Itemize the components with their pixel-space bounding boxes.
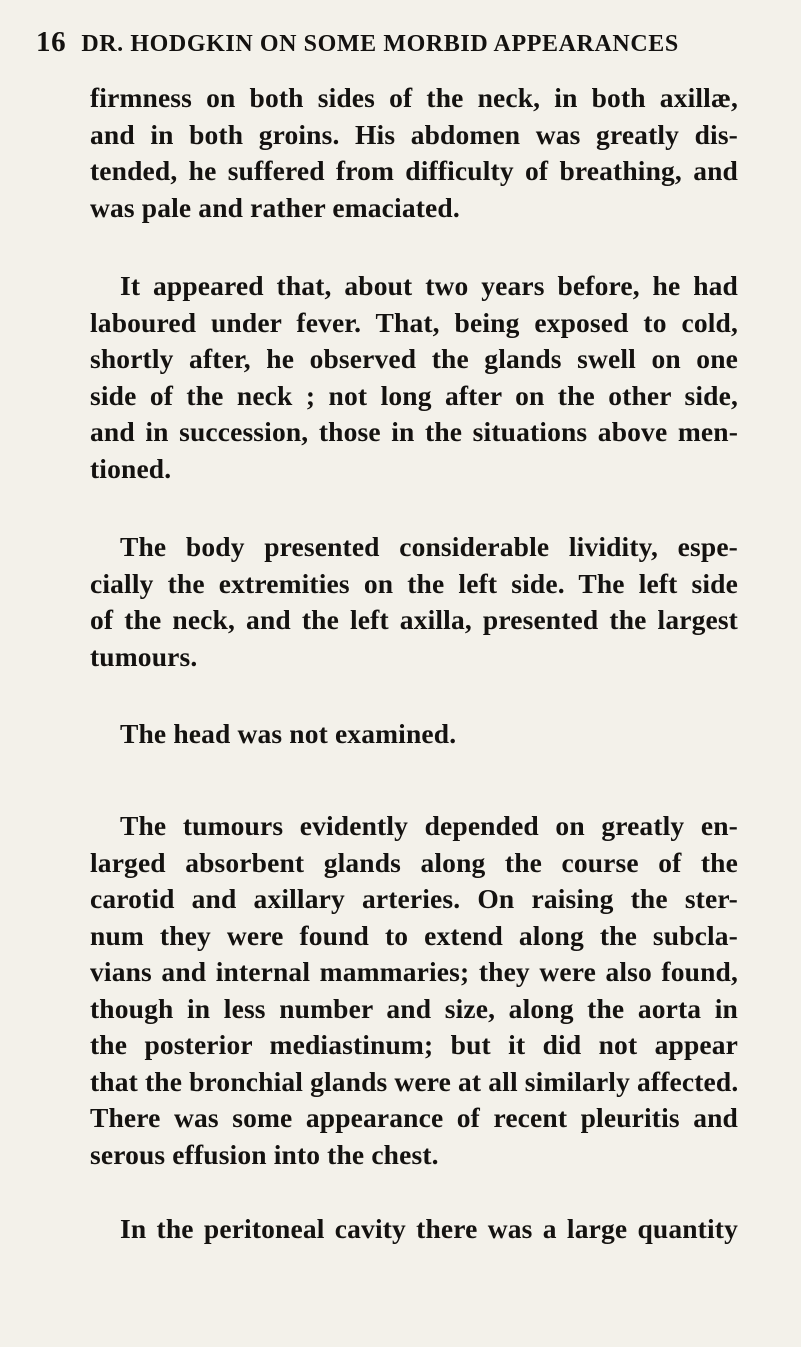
paragraph-2 xyxy=(90,268,738,487)
text-line: tioned. xyxy=(90,452,172,484)
text-line: num they were found to extend along the subcla- xyxy=(90,919,738,951)
text-line: carotid and axillary arteries. On raising the ster- xyxy=(90,883,738,914)
text-line: tumours. xyxy=(90,640,198,672)
text-line: It appeared that, about two years before, he had xyxy=(120,270,738,301)
text-line: shortly after, he observed the glands swell on one xyxy=(90,343,738,374)
text-line: and in both groins. His abdomen was greatly dis- xyxy=(90,118,738,150)
text-line: cially the extremities on the left side. The left side xyxy=(90,567,738,599)
text-line: In the peritoneal cavity there was a large quantity xyxy=(120,1213,738,1244)
text-line: The body presented considerable lividity, espe- xyxy=(120,531,738,562)
text-line: vians and internal mammaries; they were also found, xyxy=(90,956,738,987)
paragraph-4 xyxy=(90,716,738,753)
text-line: firmness on both sides of the neck, in both axillæ, xyxy=(90,82,738,113)
text-line: serous effusion into the chest. xyxy=(90,1138,439,1170)
text-line: was pale and rather emaciated. xyxy=(90,191,460,223)
paragraph-5 xyxy=(90,808,738,1173)
text-line: and in succession, those in the situations above men- xyxy=(90,416,738,447)
text-line: There was some appearance of recent pleuritis and xyxy=(90,1102,738,1133)
text-line: laboured under fever. That, being exposed to cold, xyxy=(90,306,738,338)
text-line: the posterior mediastinum; but it did not appear xyxy=(90,1029,738,1060)
text-line: The head was not examined. xyxy=(120,718,457,749)
text-line: larged absorbent glands along the course of the xyxy=(90,846,738,878)
running-head: DR. HODGKIN ON SOME MORBID APPEARANCES xyxy=(81,31,679,57)
text-line: of the neck, and the left axilla, presented the largest xyxy=(90,604,738,635)
paragraph-6 xyxy=(90,1211,738,1248)
text-line: The tumours evidently depended on greatly en- xyxy=(120,810,738,841)
paragraph-3 xyxy=(90,529,738,675)
text-line: though in less number and size, along the aorta in xyxy=(90,992,738,1024)
text-line: side of the neck ; not long after on the other side, xyxy=(90,379,738,411)
text-line: that the bronchial glands were at all similarly affected. xyxy=(90,1065,739,1097)
text-line: tended, he suffered from difficulty of breathing, and xyxy=(90,155,738,186)
page-header xyxy=(36,26,776,59)
paragraph-1 xyxy=(90,80,738,226)
page-number: 16 xyxy=(36,26,67,58)
